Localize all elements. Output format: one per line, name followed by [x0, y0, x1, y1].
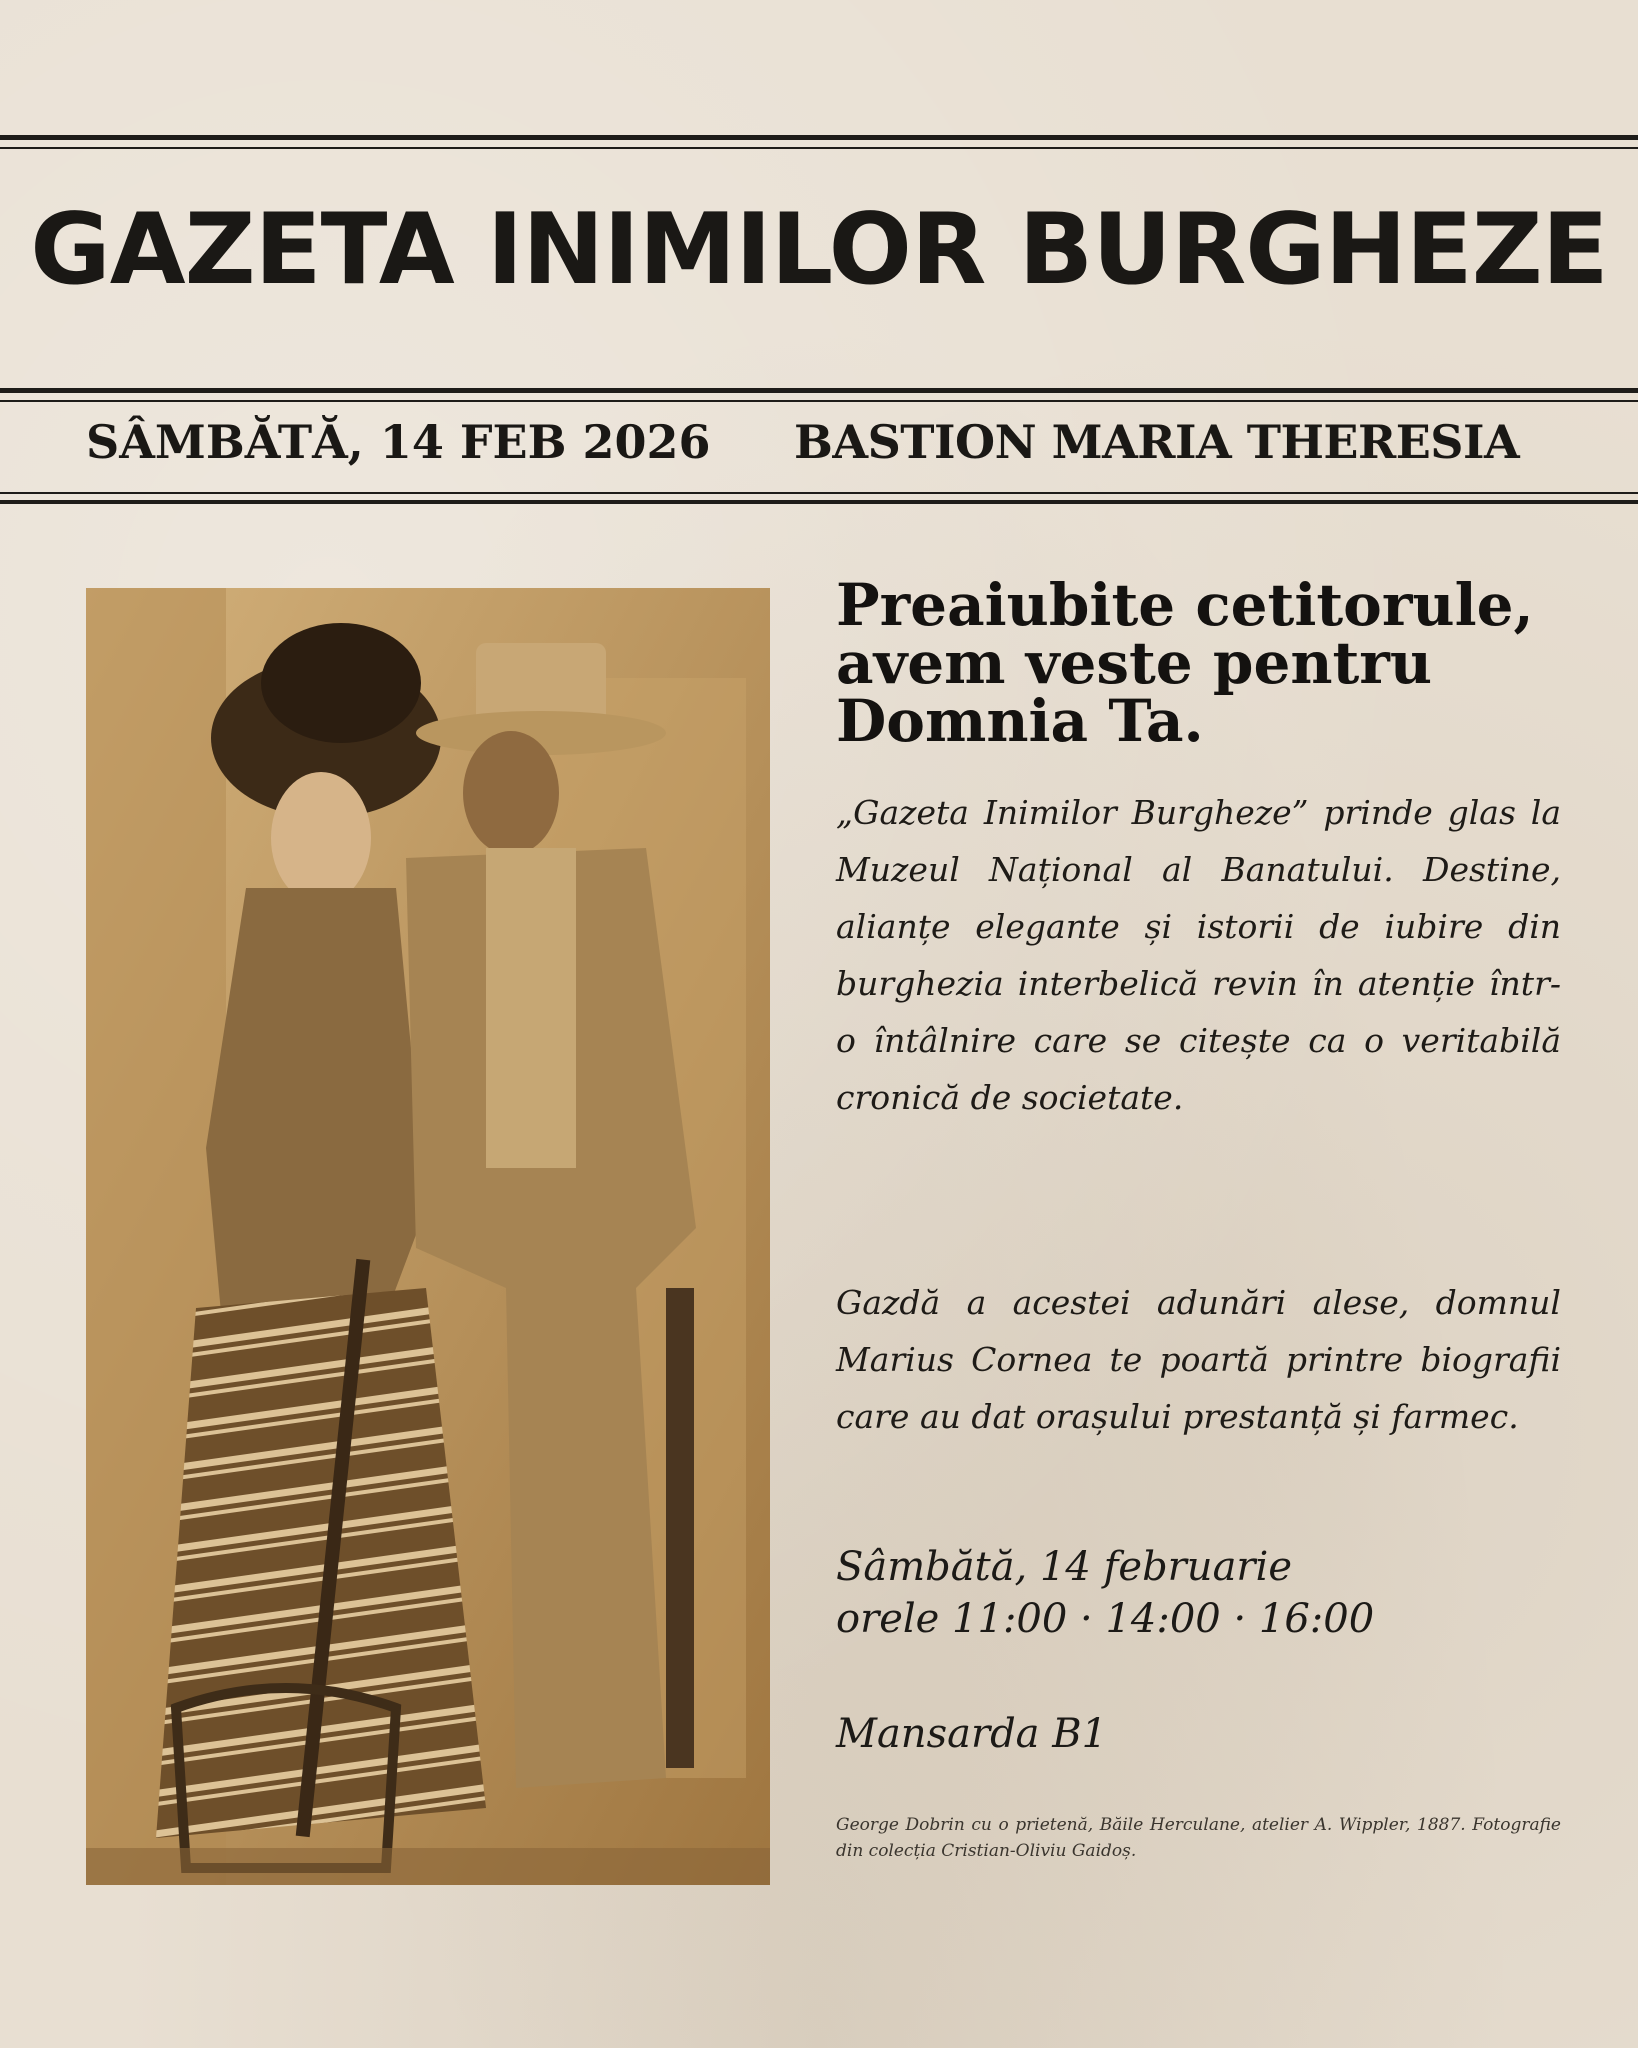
event-venue: BASTION MARIA THERESIA	[794, 415, 1520, 469]
article-headline	[836, 571, 1596, 755]
mid-rule-thick	[0, 388, 1638, 393]
event-room: Mansarda B1	[836, 1711, 1108, 1757]
event-date: SÂMBĂTĂ, 14 FEB 2026	[86, 415, 711, 469]
couple-portrait-illustration	[86, 588, 770, 1885]
top-rule-thick	[0, 135, 1638, 140]
headline-line-2: avem veste pentru	[836, 629, 1433, 697]
lower-rule-thin	[0, 492, 1638, 494]
vintage-photograph	[86, 588, 770, 1885]
lower-rule-thick	[0, 500, 1638, 504]
article-paragraph-2: Gazdă a acestei adunări alese, domnul Marius Cornea te poartă printre biografii care au dat orașului prestanță și farmec.	[836, 1283, 1561, 1436]
event-hours: orele 11:00 · 14:00 · 16:00	[836, 1596, 1375, 1642]
article-paragraph-1: „Gazeta Inimilor Burgheze” prinde glas la Muzeul Național al Banatului. Destine, alianțe elegante și istorii de iubire din burghezia interbelică revin în atenție într-o întâlnire care se citește ca o veritabilă cronică de societate.	[836, 793, 1561, 1117]
masthead-title: GAZETA INIMILOR BURGHEZE	[30, 193, 1608, 307]
mid-rule-thin	[0, 400, 1638, 402]
event-schedule	[836, 1541, 1596, 1645]
photo-caption: George Dobrin cu o prietenă, Băile Herculane, atelier A. Wippler, 1887. Fotografie din colecția Cristian-Oliviu Gaidoș.	[836, 1815, 1561, 1861]
headline-line-3: Domnia Ta.	[836, 687, 1204, 755]
headline-line-1: Preaiubite cetitorule,	[836, 571, 1534, 639]
top-rule-thin	[0, 147, 1638, 149]
event-day: Sâmbătă, 14 februarie	[836, 1544, 1292, 1590]
